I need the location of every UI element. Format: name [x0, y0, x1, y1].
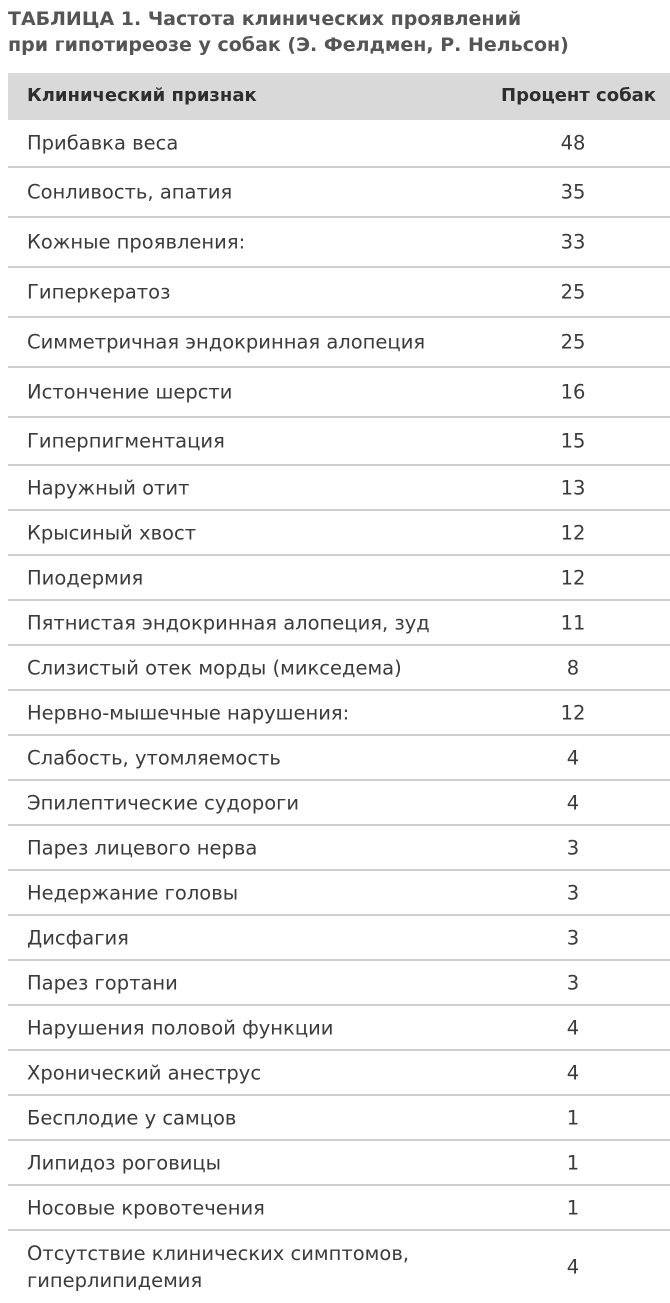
percent-cell: 13: [560, 476, 586, 499]
percent-cell: 1: [566, 1196, 580, 1219]
table-row: [8, 1231, 670, 1303]
table-row: [8, 1051, 670, 1096]
column-header-sign: Клинический признак: [27, 85, 257, 106]
clinical-sign-cell: Дисфагия: [27, 926, 129, 949]
percent-cell: 25: [560, 330, 586, 354]
table-row: [8, 826, 670, 871]
percent-cell: 15: [560, 429, 586, 453]
table-row: [8, 961, 670, 1006]
table-row: [8, 368, 670, 418]
percent-cell: 4: [566, 791, 580, 814]
column-header-percent: Процент собак: [501, 85, 656, 106]
percent-cell: 12: [560, 521, 586, 544]
table-row: [8, 691, 670, 736]
table-row: [8, 556, 670, 601]
clinical-sign-cell: Липидоз роговицы: [27, 1151, 222, 1174]
table-title: [8, 6, 663, 58]
table-body: [8, 120, 670, 1303]
table-row: [8, 318, 670, 368]
clinical-sign-cell: Парез гортани: [27, 971, 178, 994]
table-row: [8, 601, 670, 646]
table-row: [8, 1006, 670, 1051]
clinical-sign-cell: Крысиный хвост: [27, 521, 197, 544]
table-row: [8, 418, 670, 466]
table-row: [8, 646, 670, 691]
table-row: [8, 916, 670, 961]
clinical-sign-cell: Слизистый отек морды (микседема): [27, 656, 402, 679]
table-row: [8, 736, 670, 781]
percent-cell: 16: [560, 380, 586, 404]
percent-cell: 3: [566, 926, 580, 949]
table-header: [8, 73, 670, 120]
clinical-sign-cell: Гиперпигментация: [27, 429, 225, 453]
percent-cell: 48: [560, 131, 586, 155]
table-row: [8, 466, 670, 511]
percent-cell: 4: [566, 1255, 580, 1279]
percent-cell: 11: [560, 611, 586, 634]
clinical-sign-cell: Отсутствие клинических симптомов, гиперлипидемия: [27, 1242, 410, 1292]
clinical-sign-cell: Пятнистая эндокринная алопеция, зуд: [27, 611, 430, 634]
clinical-sign-cell: Хронический анеструс: [27, 1061, 262, 1084]
clinical-sign-cell: Слабость, утомляемость: [27, 746, 281, 769]
percent-cell: 8: [566, 656, 580, 679]
percent-cell: 12: [560, 701, 586, 724]
clinical-sign-cell: Кожные проявления:: [27, 230, 246, 254]
table-row: [8, 1141, 670, 1186]
table-row: [8, 218, 670, 268]
percent-cell: 3: [566, 971, 580, 994]
clinical-sign-cell: Гиперкератоз: [27, 280, 171, 304]
table-row: [8, 871, 670, 916]
clinical-sign-cell: Наружный отит: [27, 476, 190, 499]
clinical-sign-cell: Нарушения половой функции: [27, 1016, 334, 1039]
percent-cell: 4: [566, 746, 580, 769]
clinical-sign-cell: Прибавка веса: [27, 131, 179, 155]
table-row: [8, 268, 670, 318]
clinical-sign-cell: Эпилептические судороги: [27, 791, 300, 814]
percent-cell: 25: [560, 280, 586, 304]
clinical-sign-cell: Бесплодие у самцов: [27, 1106, 237, 1129]
table-title-line-1: ТАБЛИЦА 1. Частота клинических проявлений: [8, 8, 522, 30]
percent-cell: 4: [566, 1061, 580, 1084]
table-row: [8, 781, 670, 826]
percent-cell: 1: [566, 1151, 580, 1174]
clinical-sign-cell: Носовые кровотечения: [27, 1196, 265, 1219]
clinical-sign-cell: Симметричная эндокринная алопеция: [27, 330, 426, 354]
table-row: [8, 120, 670, 168]
clinical-sign-cell: Сонливость, апатия: [27, 180, 233, 204]
table-row: [8, 168, 670, 218]
table-title-line-2: при гипотиреозе у собак (Э. Фелдмен, Р. Нельсон): [8, 34, 569, 56]
percent-cell: 1: [566, 1106, 580, 1129]
clinical-sign-cell: Нервно-мышечные нарушения:: [27, 701, 350, 724]
table-row: [8, 1096, 670, 1141]
clinical-sign-cell: Пиодермия: [27, 566, 144, 589]
percent-cell: 3: [566, 836, 580, 859]
table-row: [8, 1186, 670, 1231]
percent-cell: 33: [560, 230, 586, 254]
clinical-sign-cell: Истончение шерсти: [27, 380, 233, 404]
clinical-sign-cell: Недержание головы: [27, 881, 239, 904]
percent-cell: 12: [560, 566, 586, 589]
percent-cell: 35: [560, 180, 586, 204]
table-row: [8, 511, 670, 556]
percent-cell: 3: [566, 881, 580, 904]
clinical-sign-cell: Парез лицевого нерва: [27, 836, 258, 859]
percent-cell: 4: [566, 1016, 580, 1039]
